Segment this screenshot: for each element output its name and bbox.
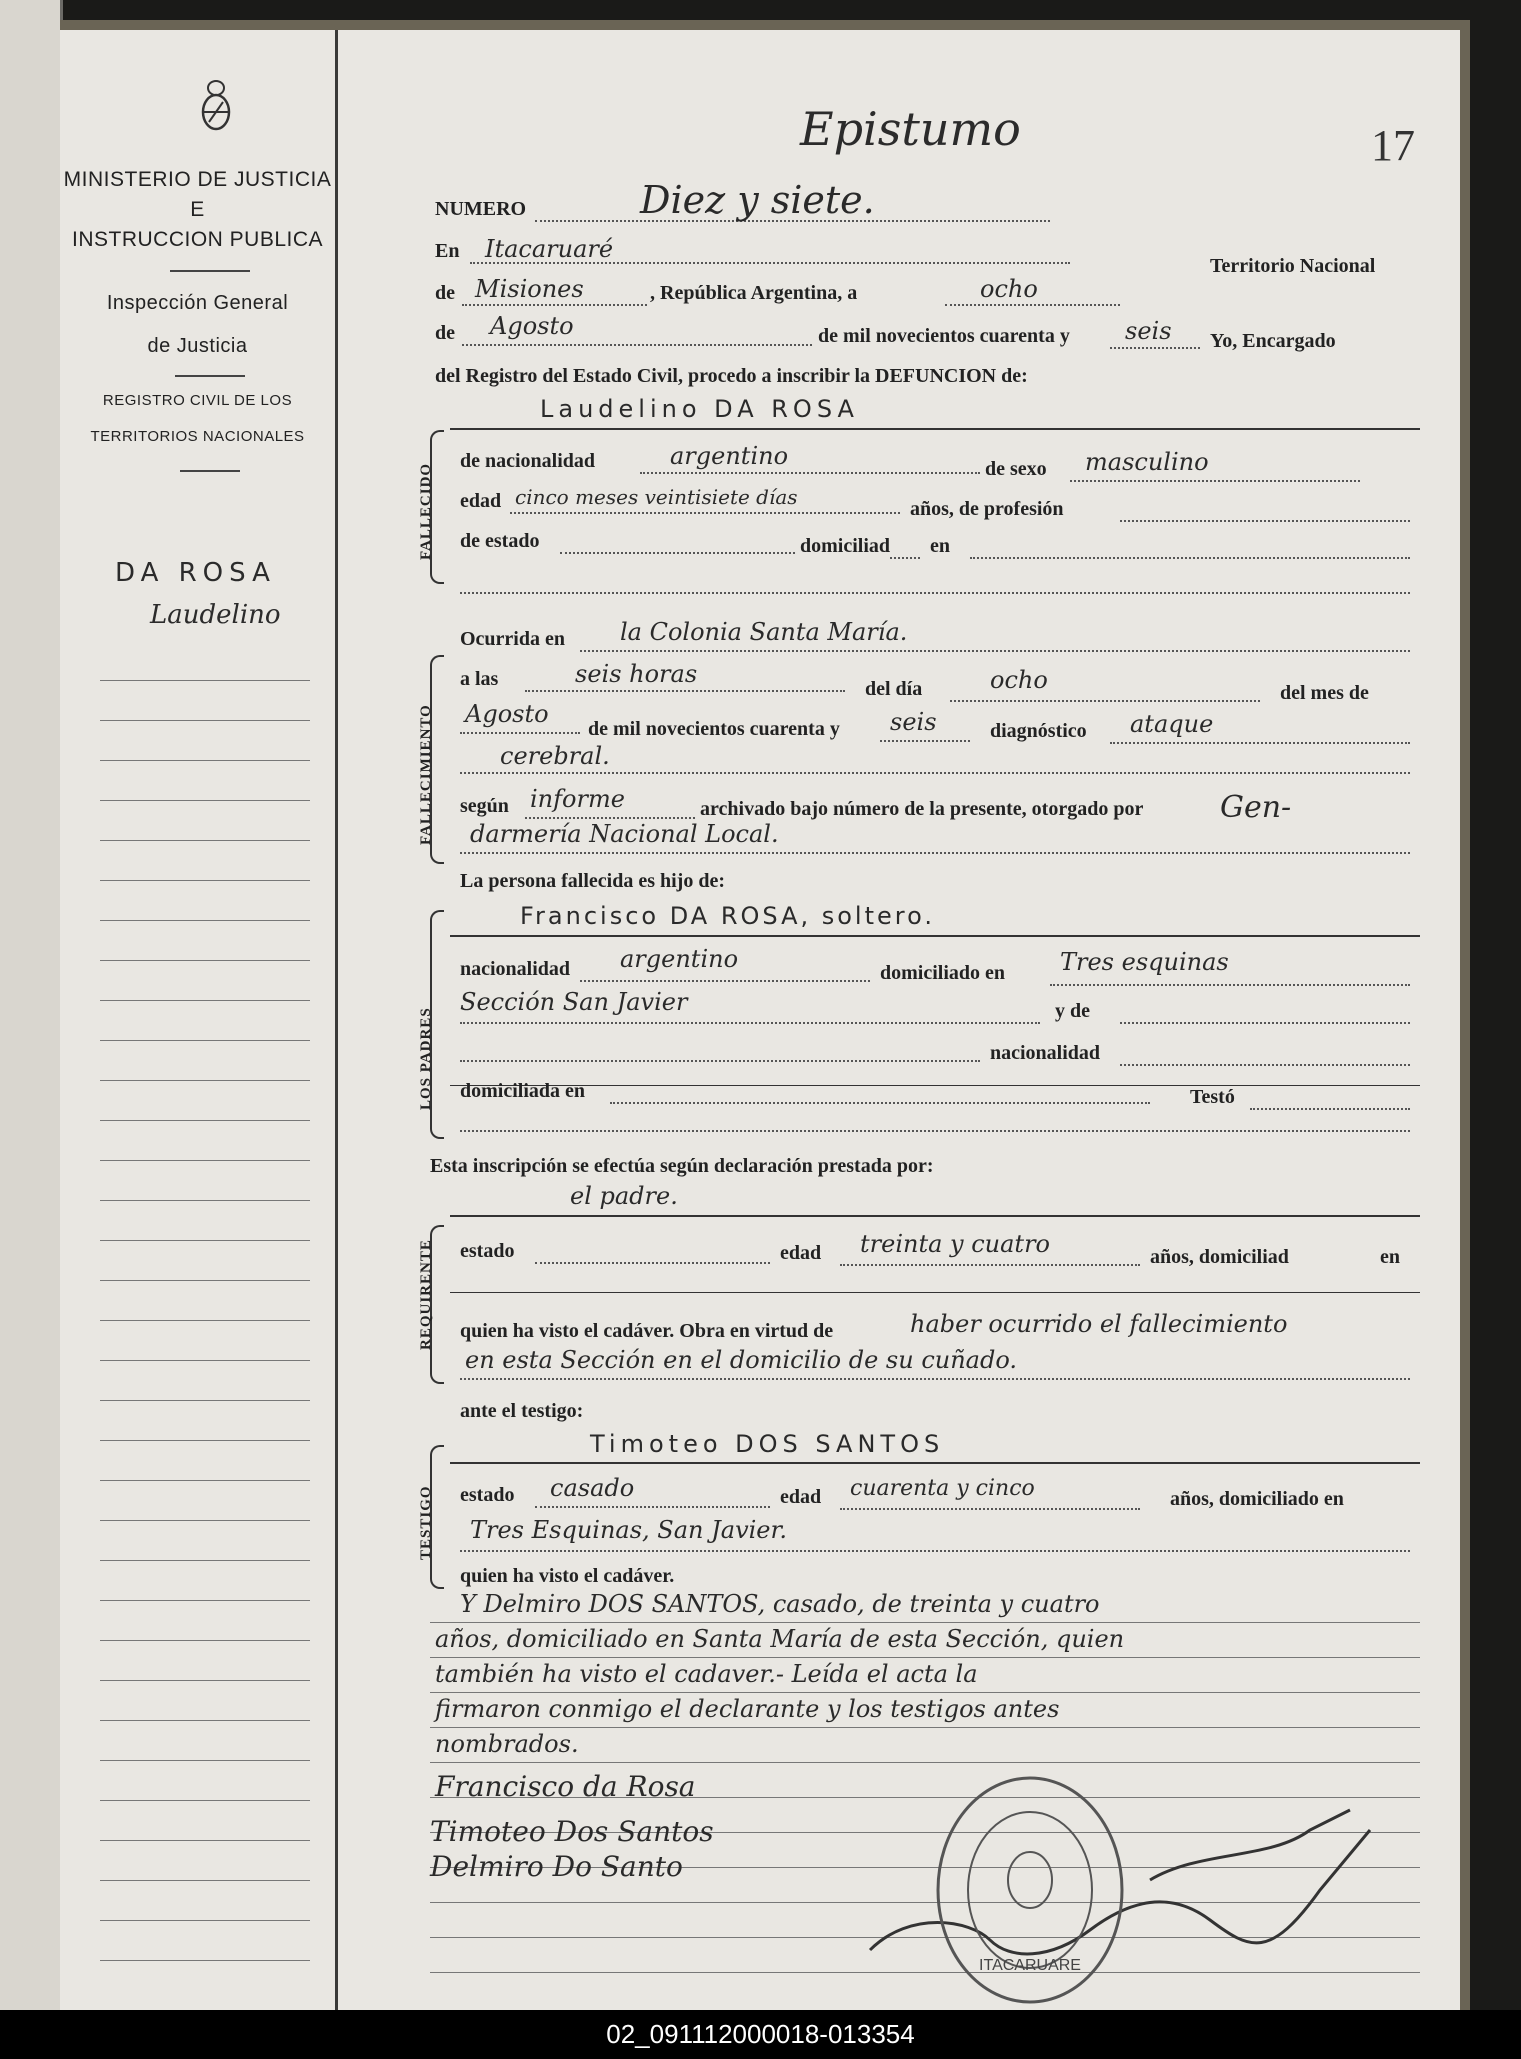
estado-label: de estado <box>460 530 540 552</box>
estado2-label: estado <box>460 1240 515 1262</box>
visto-label: quien ha visto el cadáver. Obra en virtud de <box>460 1320 834 1342</box>
margin-rule <box>100 1320 310 1321</box>
note-line-2: años, domiciliado en Santa María de esta Sección, quien <box>435 1625 1125 1653</box>
margin-rule <box>100 1600 310 1601</box>
anos-label: años, de profesión <box>910 498 1064 520</box>
declarant: el padre. <box>570 1182 678 1210</box>
de-label: de <box>435 282 455 304</box>
note-rule <box>430 1692 1420 1693</box>
year2-value: seis <box>890 708 937 736</box>
numero-label: NUMERO <box>435 198 527 220</box>
dotted-field <box>560 552 795 554</box>
margin-rule <box>100 1440 310 1441</box>
margin-rule <box>100 1400 310 1401</box>
yde-label: y de <box>1055 1000 1090 1022</box>
ministry-line-3: INSTRUCCION PUBLICA <box>71 228 324 251</box>
deldia-label: del día <box>865 678 923 700</box>
alas-value: seis horas <box>575 660 698 688</box>
dotted-field <box>970 557 1410 559</box>
nacionalidad-value: argentino <box>670 442 789 470</box>
civil-registry-stamp <box>930 1770 1130 2010</box>
rule <box>450 1292 1420 1293</box>
dotted-field <box>462 304 647 306</box>
note-rule <box>430 1762 1420 1763</box>
dotted-field <box>535 1262 770 1264</box>
estado3-value: casado <box>550 1474 635 1502</box>
signature-witness-2: Delmiro Do Santo <box>430 1850 683 1883</box>
ocurrida-value: la Colonia Santa María. <box>620 618 908 646</box>
dotted-field <box>460 1550 1410 1552</box>
territorio-label: Territorio Nacional <box>1210 255 1376 277</box>
en3-label: en <box>1380 1246 1400 1268</box>
margin-rule <box>100 1480 310 1481</box>
note-rule <box>430 1657 1420 1658</box>
sexo-value: masculino <box>1085 448 1209 476</box>
margin-rule <box>100 840 310 841</box>
dotted-field <box>460 1130 1410 1132</box>
margin-rule <box>100 1640 310 1641</box>
year-value: seis <box>1125 317 1172 345</box>
margin-rule <box>100 1160 310 1161</box>
mes-value: Agosto <box>465 700 549 728</box>
nacionalidad2-label: nacionalidad <box>460 958 571 980</box>
edad2-label: edad <box>780 1242 822 1264</box>
testo-label: Testó <box>1190 1086 1235 1108</box>
rule <box>450 1215 1420 1217</box>
diagnostico-value-2: cerebral. <box>500 742 610 770</box>
witness-name: Timoteo DOS SANTOS <box>590 1430 945 1458</box>
dotted-field <box>1110 347 1200 349</box>
side-label-fallecimiento: FALLECIMIENTO <box>418 704 434 845</box>
side-label-fallecido: FALLECIDO <box>418 462 434 560</box>
divider <box>170 270 250 272</box>
visto2-label: quien ha visto el cadáver. <box>460 1565 675 1587</box>
en2-label: en <box>930 535 950 557</box>
en-label: En <box>435 240 460 262</box>
dotted-field <box>840 1508 1140 1510</box>
margin-rule <box>100 1520 310 1521</box>
coat-of-arms-icon <box>195 78 237 134</box>
father-domicile-1: Tres esquinas <box>1060 948 1229 976</box>
margin-rule <box>100 1840 310 1841</box>
delmes-label: del mes de <box>1280 682 1369 704</box>
diagnostico-value-1: ataque <box>1130 710 1214 738</box>
dotted-field <box>580 650 1410 652</box>
margin-surname: DA ROSA <box>115 558 276 588</box>
margin-rule <box>100 760 310 761</box>
testigo-label: ante el testigo: <box>460 1400 584 1422</box>
note-rule <box>430 1727 1420 1728</box>
otorgado-value-2: darmería Nacional Local. <box>470 820 779 848</box>
anos2-label: años, domiciliad <box>1150 1246 1289 1268</box>
republica-label: , República Argentina, a <box>650 282 858 304</box>
month-value: Agosto <box>490 312 574 340</box>
margin-rule <box>100 1720 310 1721</box>
yo-label: Yo, Encargado <box>1210 330 1336 352</box>
dotted-field <box>1250 1108 1410 1110</box>
domiciliado-label: domiciliad <box>800 535 891 557</box>
dotted-field <box>1120 1022 1410 1024</box>
form-body <box>350 30 1440 2018</box>
deldia-value: ocho <box>990 666 1048 694</box>
dotted-field <box>460 732 580 734</box>
de2-label: de <box>435 322 455 344</box>
dotted-field <box>525 690 845 692</box>
dotted-field <box>950 700 1260 702</box>
margin-rule <box>100 920 310 921</box>
numero-value: Diez y siete. <box>640 178 875 222</box>
visto-value-2: en esta Sección en el domicilio de su cuñado. <box>465 1346 1017 1374</box>
dotted-field <box>460 592 1410 594</box>
dotted-field <box>460 1022 1040 1024</box>
margin-rule <box>100 960 310 961</box>
dotted-field <box>890 557 920 559</box>
margin-rule <box>100 1800 310 1801</box>
dotted-field <box>525 817 695 819</box>
note-rule <box>430 1622 1420 1623</box>
margin-rule <box>100 1280 310 1281</box>
image-identifier: 02_091112000018-013354 <box>0 2010 1521 2059</box>
dotted-field <box>840 1264 1140 1266</box>
margin-rule <box>100 880 310 881</box>
dotted-field <box>460 852 1410 854</box>
hijo-label: La persona fallecida es hijo de: <box>460 870 725 892</box>
margin-given-name: Laudelino <box>150 600 281 630</box>
register-page <box>60 20 1470 2028</box>
header-annotation: Epistumo <box>800 102 1021 156</box>
registry-line-2: TERRITORIOS NACIONALES <box>90 428 305 445</box>
sexo-label: de sexo <box>985 458 1047 480</box>
edad-label: edad <box>460 490 502 512</box>
day-value: ocho <box>980 275 1038 303</box>
father-domicile-2: Sección San Javier <box>460 988 688 1016</box>
note-line-5: nombrados. <box>435 1730 579 1758</box>
year2-label: de mil novecientos cuarenta y <box>588 718 840 740</box>
margin-rule <box>100 720 310 721</box>
dotted-field <box>610 1102 1150 1104</box>
rule <box>450 428 1420 430</box>
dotted-field <box>1050 984 1410 986</box>
margin-rule <box>100 1200 310 1201</box>
nacionalidad-label: de nacionalidad <box>460 450 596 472</box>
margin-rule <box>100 800 310 801</box>
inspection-line-1: Inspección General <box>106 292 289 314</box>
nacionalidad3-label: nacionalidad <box>990 1042 1101 1064</box>
dotted-field <box>462 344 812 346</box>
segun-label: según <box>460 795 509 817</box>
margin-rule <box>100 1000 310 1001</box>
father-name: Francisco DA ROSA, soltero. <box>520 902 936 930</box>
margin-rule <box>100 1760 310 1761</box>
diagnostico-label: diagnóstico <box>990 720 1087 742</box>
divider <box>180 470 240 472</box>
registro-line: del Registro del Estado Civil, procedo a inscribir la DEFUNCION de: <box>435 365 1028 387</box>
margin-rule <box>100 1360 310 1361</box>
dotted-field <box>1070 480 1360 482</box>
side-label-requirente: REQUIRENTE <box>418 1239 434 1350</box>
archivado-label: archivado bajo número de la presente, otorgado por <box>700 798 1144 820</box>
margin-rule <box>100 1240 310 1241</box>
note-line-4: firmaron conmigo el declarante y los testigos antes <box>435 1695 1060 1723</box>
side-label-padres: LOS PADRES <box>418 1007 434 1110</box>
father-nationality: argentino <box>620 945 739 973</box>
visto-value-1: haber ocurrido el fallecimiento <box>910 1310 1288 1338</box>
anos3-label: años, domiciliado en <box>1170 1488 1344 1510</box>
book-spine-edge <box>0 0 63 2010</box>
deceased-name: Laudelino DA ROSA <box>540 395 859 423</box>
dotted-field <box>1120 520 1410 522</box>
dotted-field <box>945 304 1120 306</box>
ocurrida-label: Ocurrida en <box>460 628 565 650</box>
dotted-field <box>510 512 900 514</box>
edad-value: cinco meses veintisiete días <box>515 485 798 509</box>
ministry-line-1: MINISTERIO DE JUSTICIA <box>63 168 332 191</box>
dotted-field <box>640 472 980 474</box>
margin-rule <box>100 1880 310 1881</box>
margin-rule <box>100 1040 310 1041</box>
margin-rule <box>100 680 310 681</box>
dotted-field <box>1110 742 1410 744</box>
margin-rule <box>100 1120 310 1121</box>
signature-witness-1: Timoteo Dos Santos <box>430 1815 714 1848</box>
dotted-field <box>1120 1064 1410 1066</box>
note-line-3: también ha visto el cadaver.- Leída el acta la <box>435 1660 978 1688</box>
witness-domicile: Tres Esquinas, San Javier. <box>470 1516 787 1544</box>
margin-rule <box>100 1680 310 1681</box>
domiciliada-label: domiciliada en <box>460 1080 586 1102</box>
estado3-label: estado <box>460 1484 515 1506</box>
registry-line-1: REGISTRO CIVIL DE LOS <box>102 392 293 409</box>
otorgado-value-1: Gen- <box>1220 790 1292 825</box>
de-value: Misiones <box>475 275 584 303</box>
dotted-field <box>580 980 870 982</box>
side-label-testigo: TESTIGO <box>418 1485 434 1560</box>
margin-rule <box>100 1960 310 1961</box>
dotted-field <box>460 1378 1410 1380</box>
rule <box>450 1085 1420 1086</box>
rule <box>450 1462 1420 1464</box>
dotted-field <box>535 1506 770 1508</box>
year-label: de mil novecientos cuarenta y <box>818 325 1070 347</box>
domiciliado2-label: domiciliado en <box>880 962 1006 984</box>
rule <box>450 935 1420 937</box>
divider <box>175 375 245 377</box>
signature-declarant: Francisco da Rosa <box>435 1770 696 1803</box>
declaracion-label: Esta inscripción se efectúa según declaración prestada por: <box>430 1155 934 1177</box>
segun-value: informe <box>530 785 625 813</box>
folio-number: 17 <box>1371 121 1415 170</box>
margin-rule <box>100 1080 310 1081</box>
edad3-label: edad <box>780 1486 822 1508</box>
margin-column <box>60 30 338 2018</box>
inspection-line-2: de Justicia <box>147 335 248 357</box>
en-value: Itacaruaré <box>485 235 614 263</box>
edad2-value: treinta y cuatro <box>860 1230 1050 1258</box>
dotted-field <box>460 1060 980 1062</box>
dotted-field <box>460 772 1410 774</box>
note-line-1: Y Delmiro DOS SANTOS, casado, de treinta y cuatro <box>460 1590 1100 1618</box>
dotted-field <box>880 740 970 742</box>
margin-rule <box>100 1920 310 1921</box>
stamp-text: ITACARUARE <box>979 1957 1081 1974</box>
edad3-value: cuarenta y cinco <box>850 1476 1035 1501</box>
margin-rule <box>100 1560 310 1561</box>
alas-label: a las <box>460 668 499 690</box>
ministry-line-2: E <box>190 198 205 221</box>
